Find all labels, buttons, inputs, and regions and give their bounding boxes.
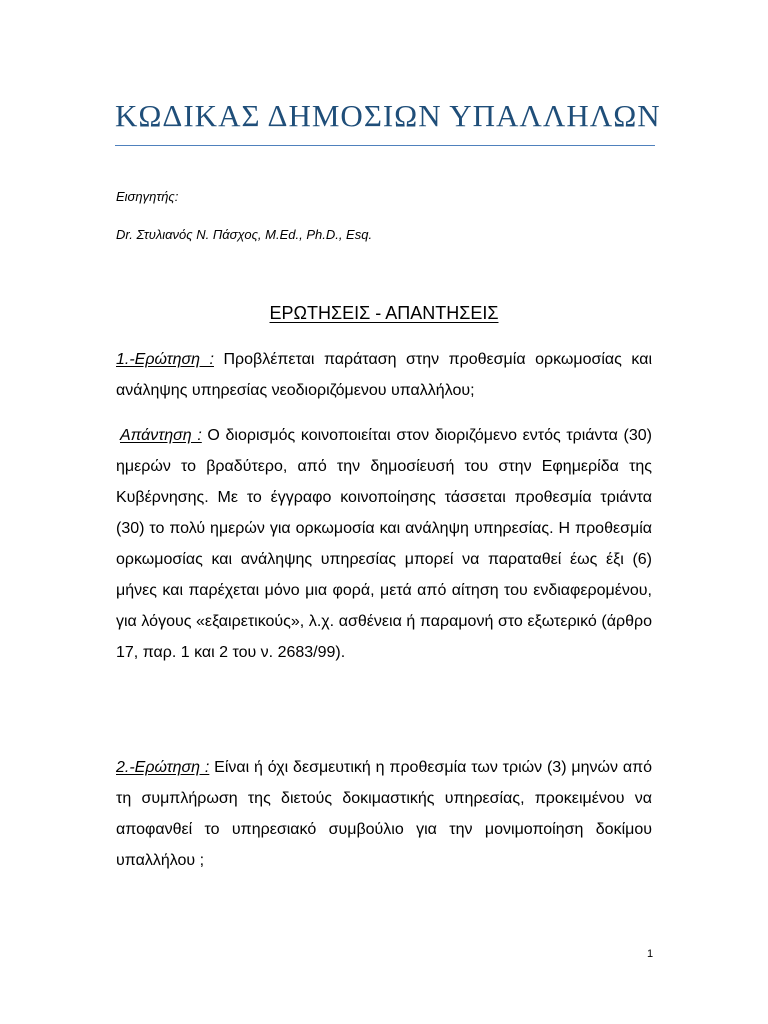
answer-1-label: Απάντηση :	[120, 427, 202, 444]
question-1-label: 1.-Ερώτηση :	[116, 351, 214, 368]
question-2-label: 2.-Ερώτηση :	[116, 759, 210, 776]
answer-1	[116, 420, 652, 668]
title-divider	[115, 145, 655, 146]
presenter-name: Dr. Στυλιανός Ν. Πάσχος, M.Ed., Ph.D., Esq.	[116, 227, 373, 242]
page-number: 1	[646, 948, 654, 960]
question-2-text: Είναι ή όχι δεσμευτική η προθεσμία των τριών (3) μηνών από τη συμπλήρωση της διετούς δοκιμαστικής υπηρεσίας, προκειμένου να αποφανθεί το υπηρεσιακό συμβούλιο για την μονιμοποίηση δοκίμου υπαλλήλου ;	[116, 759, 653, 869]
section-heading: ΕΡΩΤΗΣΕΙΣ - ΑΠΑΝΤΗΣΕΙΣ	[269, 303, 499, 323]
question-1-text: Προβλέπεται παράταση στην προθεσμία ορκωμοσίας και ανάληψης υπηρεσίας νεοδιοριζόμενου υπαλλήλου;	[116, 351, 653, 399]
question-2	[116, 752, 652, 876]
presenter-label: Εισηγητής:	[116, 189, 179, 204]
answer-1-text: Ο διορισμός κοινοποιείται στον διοριζόμενο εντός τριάντα (30) ημερών το βραδύτερο, από την δημοσίευσή του στην Εφημερίδα της Κυβέρνησης. Με το έγγραφο κοινοποίησης τάσσεται προθεσμία τριάντα (30) το πολύ ημερών για ορκωμοσία και ανάληψη υπηρεσίας. Η προθεσμία ορκωμοσίας και ανάληψης υπηρεσίας μπορεί να παραταθεί έως έξι (6) μήνες και παρέχεται μόνο μια φορά, μετά από αίτηση του ενδιαφερομένου, για λόγους «εξαιρετικούς», λ.χ. ασθένεια ή παραμονή στο εξωτερικό (άρθρο 17, παρ. 1 και 2 του ν. 2683/99).	[116, 427, 653, 661]
document-title: ΚΩΔΙΚΑΣ ΔΗΜΟΣΙΩΝ ΥΠΑΛΛΗΛΩΝ	[115, 98, 661, 133]
question-1	[116, 344, 652, 406]
